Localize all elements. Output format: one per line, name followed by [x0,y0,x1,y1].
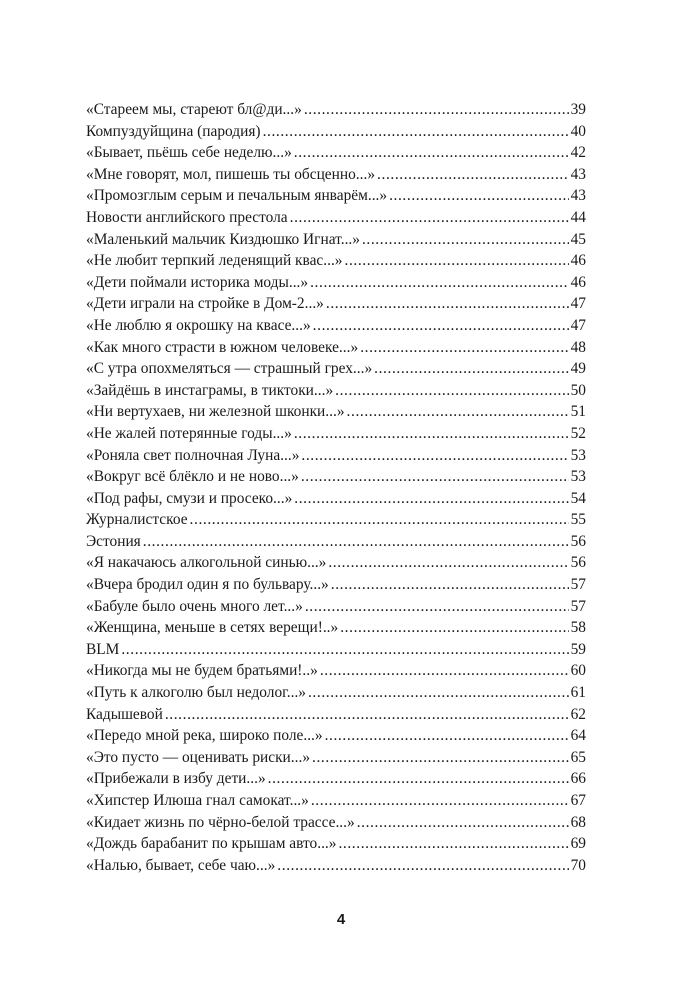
toc-entry-page: 47 [570,316,586,334]
toc-entry [86,617,586,639]
toc-entry-title: Эстония [86,532,141,550]
toc-entry-page: 56 [570,554,586,572]
toc-entry-title: «Под рафы, смузи и просеко...» [86,489,293,507]
toc-dot-leader [362,229,569,251]
toc-dot-leader [268,768,569,790]
toc-entry-page: 59 [570,640,586,658]
toc-entry-page: 64 [570,727,586,745]
toc-entry-title: «Дети играли на стройке в Дом-2...» [86,295,324,313]
toc-entry-page: 57 [570,576,586,594]
toc-dot-leader [290,207,569,229]
toc-dot-leader [301,466,569,488]
toc-entry-title: Новости английского престола [86,208,288,226]
toc-entry-title: «Ни вертухаев, ни железной шконки...» [86,403,345,421]
toc-entry [86,207,586,229]
toc-entry [86,639,586,661]
toc-entry-page: 47 [570,295,586,313]
toc-entry [86,293,586,315]
toc-entry [86,488,586,510]
toc-entry [86,121,586,143]
toc-entry [86,315,586,337]
toc-entry-title: «Это пусто — оценивать риски...» [86,748,311,766]
toc-dot-leader [305,596,569,618]
toc-entry [86,812,586,834]
toc-entry-title: «Налью, бывает, себе чаю...» [86,856,276,874]
toc-entry [86,272,586,294]
toc-entry-title: Журналистское [86,511,188,529]
toc-entry-page: 55 [570,511,586,529]
toc-entry-title: «Не любит терпкий леденящий квас...» [86,252,343,270]
toc-entry-title: «Вчера бродил один я по бульвару...» [86,576,329,594]
toc-entry-title: «Как много страсти в южном человеке...» [86,338,359,356]
toc-dot-leader [277,855,569,877]
toc-entry-page: 56 [570,532,586,550]
toc-entry-page: 67 [570,792,586,809]
toc-entry [86,790,586,812]
toc-dot-leader [294,488,569,510]
toc-entry [86,747,586,769]
toc-dot-leader [308,682,569,704]
toc-entry-page: 57 [570,597,586,615]
toc-entry-page: 68 [570,813,586,831]
toc-entry-page: 58 [570,619,586,637]
toc-dot-leader [328,552,569,574]
toc-entry-page: 50 [570,381,586,399]
toc-entry-title: BLM [86,640,120,658]
toc-entry-title: «Бабуле было очень много лет...» [86,597,303,615]
toc-dot-leader [345,250,570,272]
toc-entry [86,509,586,531]
toc-entry-page: 42 [570,144,586,162]
toc-entry [86,99,586,121]
toc-entry-title: «Передо мной река, широко поле...» [86,727,323,745]
toc-entry-page: 65 [570,748,586,766]
toc-dot-leader [347,401,569,423]
toc-entry-title: «Я накачаюсь алкогольной синью...» [86,554,327,572]
toc-dot-leader [190,509,569,531]
toc-entry-page: 44 [570,208,586,226]
toc-entry-title: «Роняла свет полночная Луна...» [86,446,300,464]
toc-entry-title: «Вокруг всё блёкло и не ново...» [86,468,299,486]
toc-entry-title: Компуздуйщина (пародия) [86,122,261,140]
toc-entry [86,704,586,726]
toc-entry-page: 43 [570,165,586,183]
toc-dot-leader [331,574,569,596]
toc-entry-page: 49 [570,360,586,378]
toc-entry-title: «Никогда мы не будем братьями!..» [86,662,318,680]
toc-entry [86,337,586,359]
toc-entry-title: «Стареем мы, стареют бл@ди...» [86,101,302,118]
toc-entry [86,833,586,855]
toc-entry-title: «Дети поймали историка моды...» [86,273,309,291]
toc-dot-leader [389,185,569,207]
toc-entry-title: «Прибежали в избу дети...» [86,770,266,788]
toc-entry-page: 69 [570,835,586,853]
toc-entry-page: 66 [570,770,586,788]
toc-dot-leader [165,704,569,726]
toc-dot-leader [357,812,569,834]
table-of-contents [86,99,586,876]
toc-entry-page: 52 [570,424,586,442]
toc-entry-page: 53 [570,446,586,464]
toc-entry-page: 51 [570,403,586,421]
toc-entry-title: «Женщина, меньше в сетях верещи!..» [86,619,339,637]
toc-dot-leader [312,747,569,769]
toc-entry-title: «Путь к алкоголю был недолог...» [86,684,306,702]
toc-entry-title: «Не жалей потерянные годы...» [86,424,292,442]
toc-entry [86,531,586,553]
toc-dot-leader [377,164,569,186]
toc-entry [86,445,586,467]
toc-dot-leader [320,660,569,682]
toc-dot-leader [143,531,569,553]
toc-entry-page: 62 [570,705,586,723]
toc-entry-page: 61 [570,684,586,702]
toc-dot-leader [326,293,569,315]
toc-entry [86,725,586,747]
toc-entry-title: «Маленький мальчик Киздюшко Игнат...» [86,230,360,248]
toc-dot-leader [338,833,569,855]
toc-dot-leader [310,272,569,294]
toc-entry-page: 40 [570,122,586,140]
toc-entry [86,855,586,877]
toc-entry [86,574,586,596]
toc-entry-title: «Промозглым серым и печальным январём...» [86,187,388,205]
toc-entry [86,682,586,704]
toc-entry [86,596,586,618]
toc-entry [86,142,586,164]
toc-dot-leader [304,99,569,121]
toc-dot-leader [294,142,569,164]
toc-entry [86,164,586,186]
toc-entry-page: 43 [570,187,586,205]
toc-dot-leader [374,358,569,380]
toc-entry-page: 60 [570,662,586,680]
toc-entry [86,768,586,790]
toc-entry-page: 39 [570,101,586,118]
toc-dot-leader [121,639,569,661]
toc-entry-title: «Не люблю я окрошку на квасе...» [86,316,311,334]
toc-entry-page: 54 [570,489,586,507]
toc-entry-title: «Бывает, пьёшь себе неделю...» [86,144,292,162]
toc-entry [86,229,586,251]
toc-dot-leader [335,380,569,402]
toc-entry-title: «Хипстер Илюша гнал самокат...» [86,792,309,809]
toc-entry [86,401,586,423]
toc-entry-title: «Зайдёшь в инстаграмы, в тиктоки...» [86,381,334,399]
toc-entry-title: «Дождь барабанит по крышам авто...» [86,835,337,853]
toc-dot-leader [311,790,569,812]
toc-entry-page: 53 [570,468,586,486]
toc-dot-leader [360,337,569,359]
toc-dot-leader [294,423,569,445]
toc-entry [86,423,586,445]
toc-entry-title: «Мне говорят, мол, пишешь ты обсценно...» [86,165,376,183]
toc-entry-page: 70 [570,856,586,874]
toc-dot-leader [313,315,569,337]
toc-entry-page: 48 [570,338,586,356]
toc-entry-page: 46 [570,252,586,270]
toc-dot-leader [325,725,569,747]
toc-entry-title: Кадышевой [86,705,163,723]
toc-entry [86,380,586,402]
toc-dot-leader [301,445,569,467]
toc-entry-page: 45 [570,230,586,248]
toc-entry [86,660,586,682]
toc-entry-title: «Кидает жизнь по чёрно-белой трассе...» [86,813,355,831]
toc-entry [86,552,586,574]
toc-entry [86,250,586,272]
toc-entry [86,185,586,207]
page-number: 4 [336,911,346,928]
toc-entry [86,466,586,488]
toc-entry-page: 46 [570,273,586,291]
toc-dot-leader [263,121,569,143]
toc-dot-leader [340,617,569,639]
toc-entry-title: «С утра опохмеляться — страшный грех...» [86,360,373,378]
toc-entry [86,358,586,380]
